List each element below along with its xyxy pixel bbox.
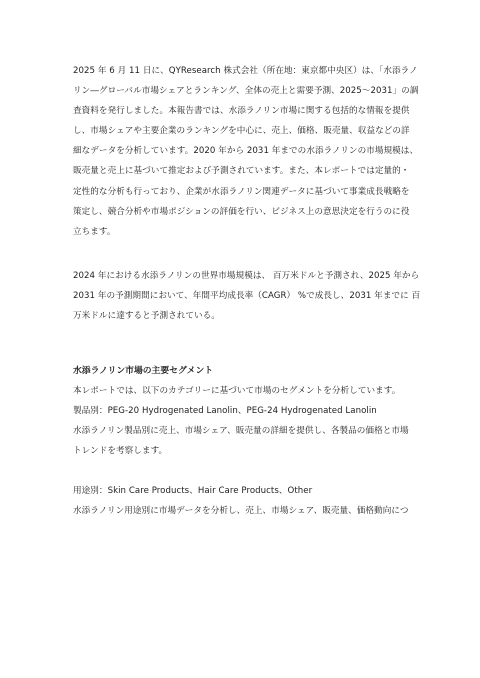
intro-line: リン―グローバル市場シェアとランキング、全体の売上と需要予測、2025～2031」の調 (73, 86, 419, 97)
market-size-line: 2031 年の予測期間において、年間平均成長率（CAGR） %で成長し、2031 年までに 百 (73, 290, 421, 301)
spacer (73, 326, 414, 361)
segments-intro: 本レポートでは、以下のカテゴリーに基づいて市場のセグメントを分析しています。 (73, 386, 401, 397)
intro-line: 2025 年 6 月 11 日に、QYResearch 株式会社（所在地：東京都中央区）は、「水添ラノ (73, 66, 418, 76)
segment-by-application: 用途別：Skin Care Products、Hair Care Products、Other (73, 485, 313, 496)
market-size-paragraph (73, 266, 421, 326)
intro-line: 定性的な分析も行っており、企業が水添ラノリン関連データに基づいて事業成長戦略を (73, 186, 410, 197)
segment-by-product: 製品別：PEG-20 Hydrogenated Lanolin、PEG-24 Hydrogenated Lanolin (73, 406, 377, 417)
intro-line: 査資料を発行しました。本報告書では、水添ラノリン市場に関する包括的な情報を提供 (73, 106, 410, 117)
intro-line: 策定し、競合分析や市場ポジションの評価を行い、ビジネス上の意思決定を行うのに役 (73, 206, 410, 217)
intro-paragraph (73, 61, 419, 242)
segments-heading: 水添ラノリン市場の主要セグメント (73, 366, 214, 377)
spacer (73, 242, 414, 266)
segment-by-application-desc: 水添ラノリン用途別に市場データを分析し、売上、市場シェア、販売量、価格動向につ (73, 505, 409, 516)
market-size-line: 万米ドルに達すると予測されている。 (73, 311, 220, 322)
intro-line: 立ちます。 (73, 226, 116, 237)
segment-by-product-desc: トレンドを考察します。 (73, 446, 168, 457)
segment-by-product-desc: 水添ラノリン製品別に売上、市場シェア、販売量の詳細を提供し、各製品の価格と市場 (73, 426, 409, 437)
intro-line: し、市場シェアや主要企業のランキングを中心に、売上、価格、販売量、収益などの詳 (73, 126, 410, 137)
market-size-line: 2024 年における水添ラノリンの世界市場規模は、 百万米ドルと予測され、2025 年から (73, 270, 420, 281)
intro-line: 細なデータを分析しています。2020 年から 2031 年までの水添ラノリンの市場規模は、 (73, 146, 419, 157)
spacer (73, 462, 414, 481)
intro-line: 販売量と売上に基づいて推定および予測されています。また、本レポートでは定量的・ (73, 166, 410, 177)
